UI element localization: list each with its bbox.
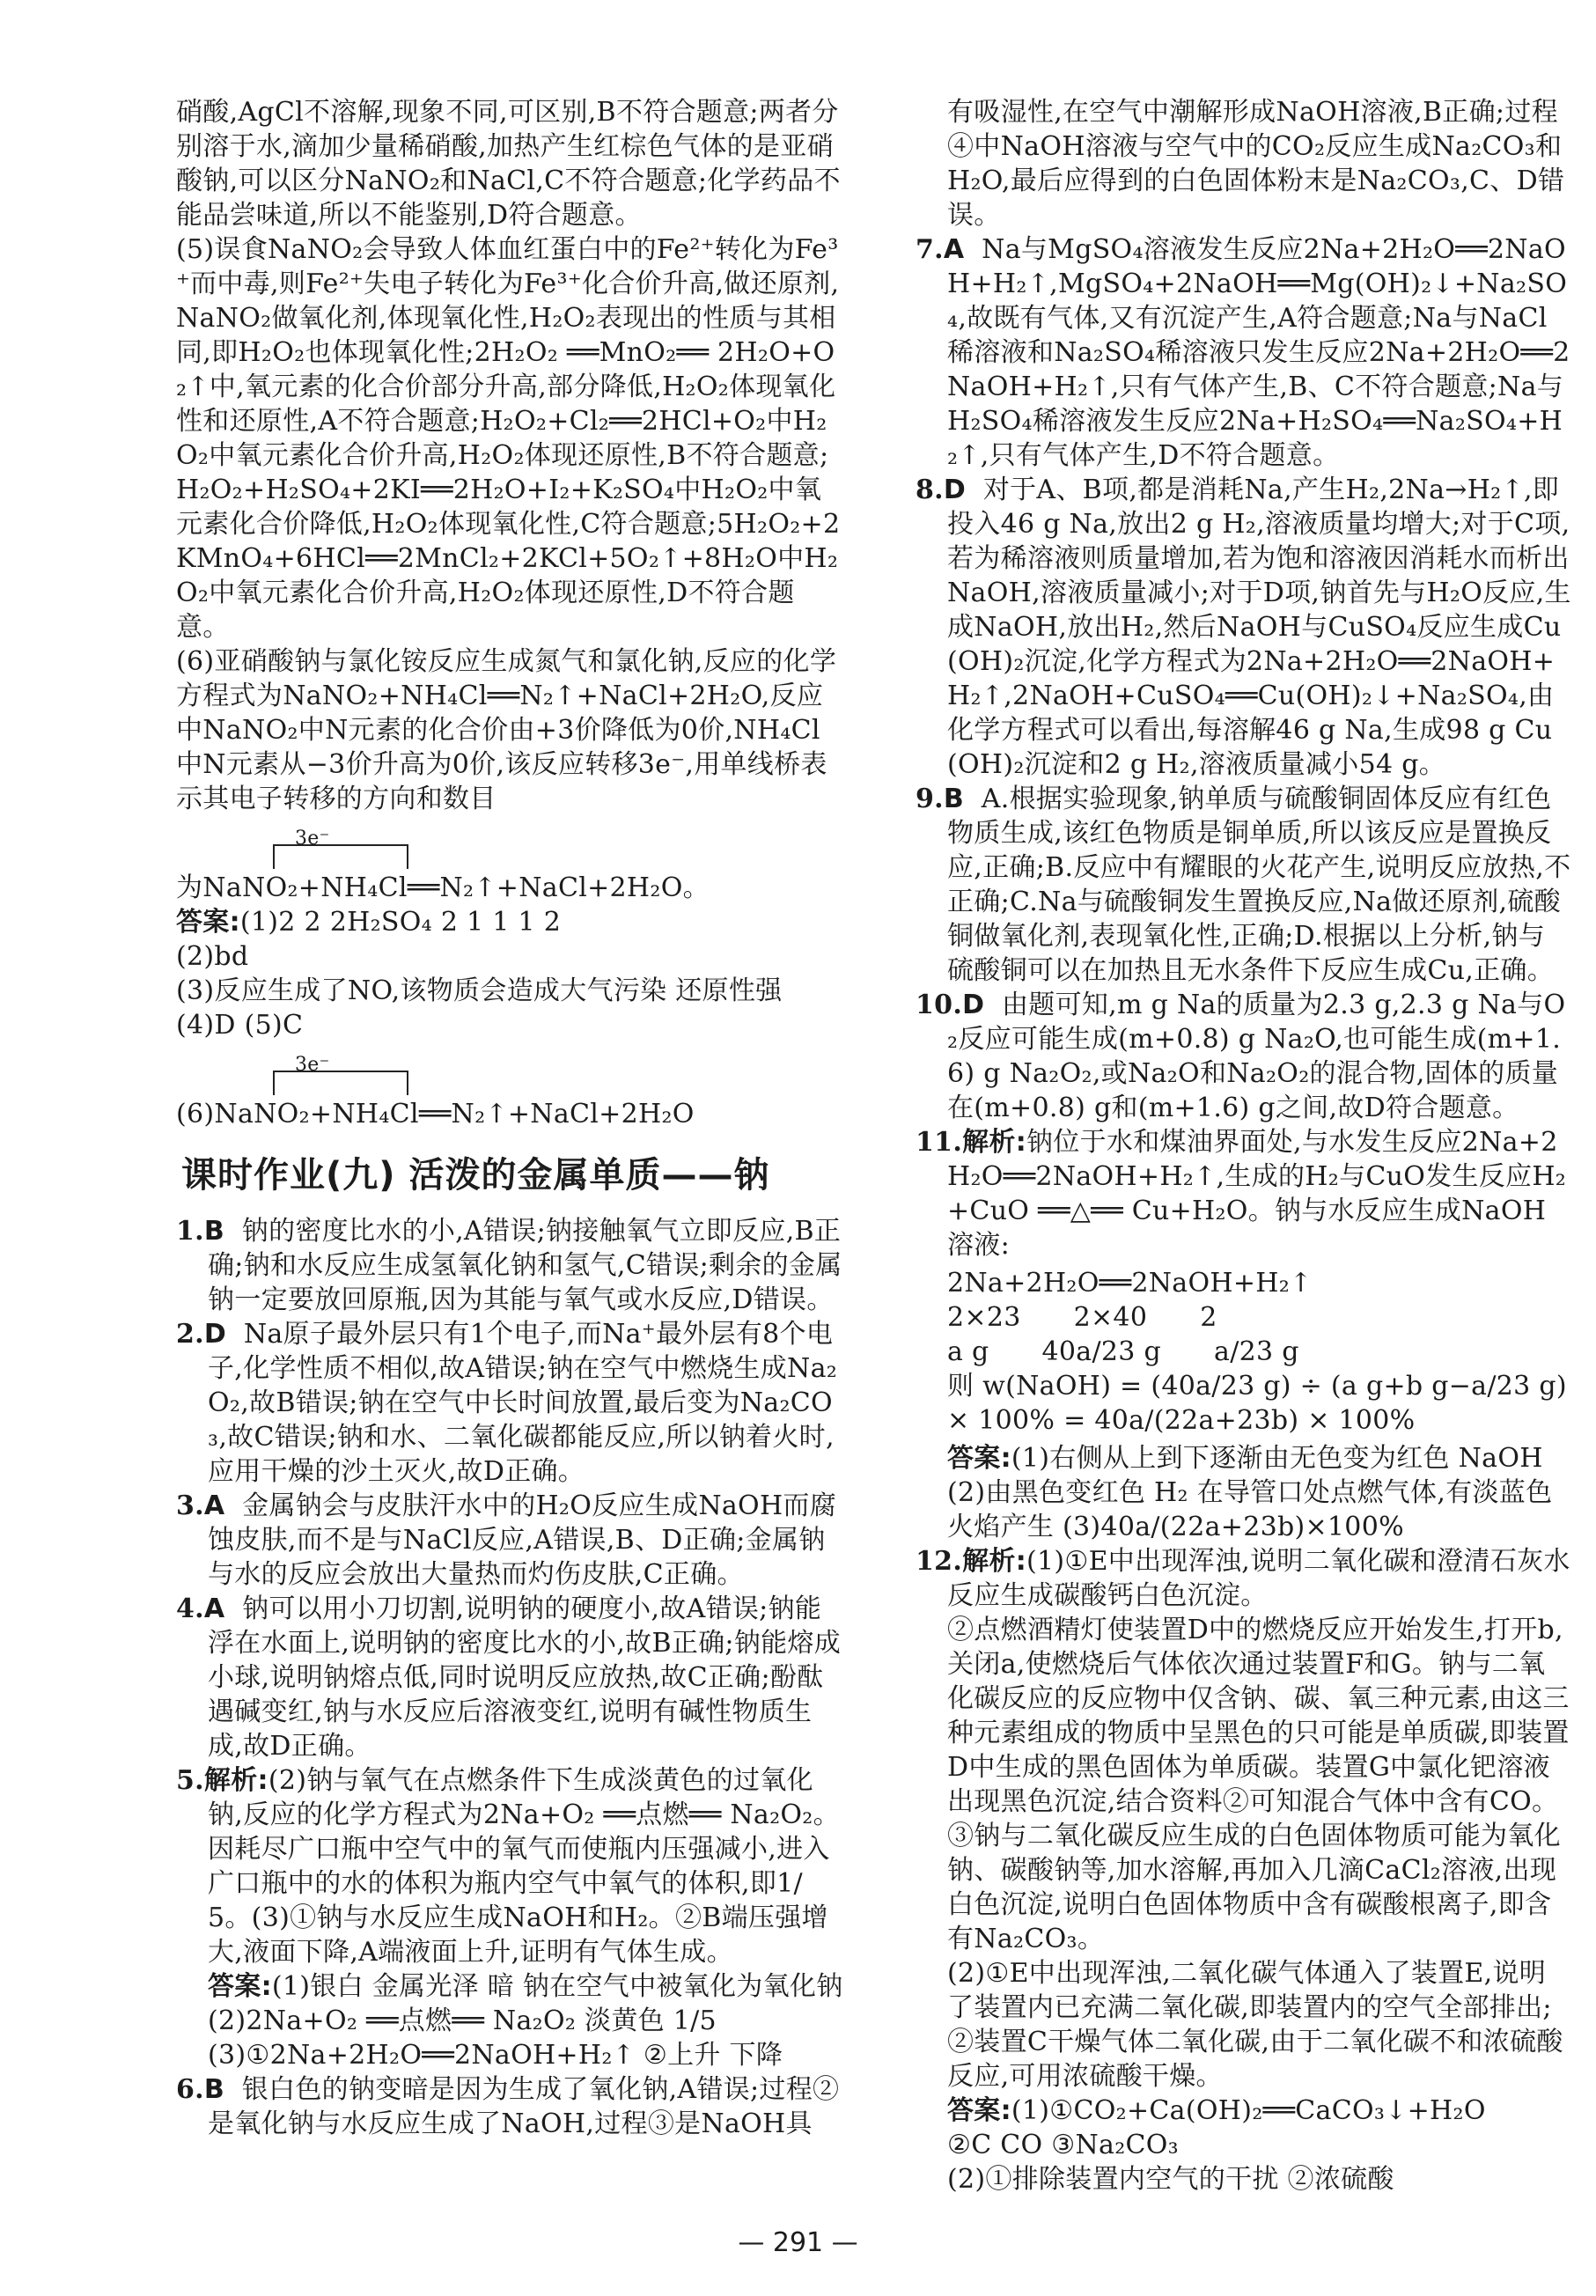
question-item-9 bbox=[916, 782, 1571, 988]
item6-continued: 有吸湿性,在空气中潮解形成NaOH溶液,B正确;过程④中NaOH溶液与空气中的CO₂反应生成Na₂CO₃和H₂O,最后应得到的白色固体粉末是Na₂CO₃,C、D错误。 bbox=[947, 97, 1565, 231]
answer-line-1: (1)2 2 2H₂SO₄ 2 1 1 1 2 bbox=[239, 907, 562, 938]
item-number: 2. bbox=[176, 1319, 204, 1350]
cell: 40a/23 g bbox=[1041, 1336, 1162, 1367]
item-answer: D bbox=[962, 990, 985, 1020]
electron-count-label: 3e⁻ bbox=[295, 828, 330, 850]
item-answer: B bbox=[203, 2074, 225, 2105]
stoichiometry-equation: 2Na+2H₂O══2NaOH+H₂↑ bbox=[947, 1268, 1313, 1299]
item-number: 9. bbox=[916, 784, 944, 814]
item12-paragraph-3: ③钠与二氧化碳反应生成的白色固体物质可能为氧化钠、碳酸钠等,加水溶解,再加入几滴CaCl₂溶液,出现白色沉淀,说明白色固体物质中含有碳酸根离子,即含有Na₂CO₃。 bbox=[947, 1821, 1561, 1954]
answer-line-3: (3)反应生成了NO,该物质会造成大气污染 还原性强 bbox=[176, 975, 783, 1006]
item-answer: D bbox=[203, 1319, 227, 1350]
item-answer: B bbox=[943, 784, 965, 814]
item-number: 8. bbox=[916, 475, 944, 505]
item-number: 4. bbox=[176, 1593, 204, 1624]
stoichiometry-row-2 bbox=[947, 1335, 1571, 1369]
item5-answer-2: (2)2Na+O₂ ══点燃══ Na₂O₂ 淡黄色 1/5 bbox=[208, 2005, 717, 2036]
item-text: 钠可以用小刀切割,说明钠的硬度小,故A错误;钠能浮在水面上,说明钠的密度比水的小,故B正确;钠能熔成小球,说明钠熔点低,同时说明反应放热,故C正确;酚酞遇碱变红,钠与水反应后溶液变红,说明有碱性物质生成,故D正确。 bbox=[208, 1593, 842, 1762]
question-item-8 bbox=[916, 473, 1571, 782]
item11-answer-1 bbox=[916, 1441, 1571, 1475]
item12-paragraph-2: ②点燃酒精灯使装置D中的燃烧反应开始发生,打开b,关闭a,使燃烧后气体依次通过装置F和G。钠与二氧化碳反应的反应物中仅含钠、碳、氧三种元素,由这三种元素组成的物质中呈黑色的只可能是单质碳,即装置D中生成的黑色固体为单质碳。装置G中氯化钯溶液出现黑色沉淀,结合资料②可知混合气体中含有CO。 bbox=[947, 1615, 1570, 1817]
analysis-label: 解析: bbox=[203, 1765, 268, 1796]
item-number: 7. bbox=[916, 234, 944, 265]
item-answer: A bbox=[203, 1593, 225, 1624]
intro-paragraph-6: (6)亚硝酸钠与氯化铵反应生成氮气和氯化钠,反应的化学方程式为NaNO₂+NH₄Cl══N₂↑+NaCl+2H₂O,反应中NaNO₂中N元素的化合价由+3价降低为0价,NH₄Cl中N元素从−3价升高为0价,该反应转移3e⁻,用单线桥表示其电子转移的方向和数目 bbox=[176, 646, 837, 814]
cell: 2×23 bbox=[947, 1302, 1021, 1333]
mass-fraction-formula: 则 w(NaOH) = (40a/23 g) ÷ (a g+b g−a/23 g) × 100% = 40a/(22a+23b) × 100% bbox=[947, 1371, 1567, 1436]
item-text: (1)①E中出现浑浊,说明二氧化碳和澄清石灰水反应生成碳酸钙白色沉淀。 bbox=[947, 1546, 1570, 1611]
item5-answer-3: (3)①2Na+2H₂O══2NaOH+H₂↑ ②上升 下降 bbox=[208, 2040, 783, 2071]
question-item-3 bbox=[176, 1489, 845, 1592]
item12-answer-1 bbox=[916, 2094, 1571, 2128]
item-number: 3. bbox=[176, 1490, 204, 1521]
cell: a g bbox=[947, 1336, 989, 1367]
stoichiometry-row-1 bbox=[947, 1300, 1571, 1335]
cell: 2×40 bbox=[1073, 1302, 1148, 1333]
item-text: Na与MgSO₄溶液发生反应2Na+2H₂O══2NaOH+H₂↑,MgSO₄+2NaOH══Mg(OH)₂↓+Na₂SO₄,故既有气体,又有沉淀产生,A符合题意;Na与NaCl稀溶液和Na₂SO₄稀溶液只发生反应2Na+2H₂O══2NaOH+H₂↑,只有气体产生,B、C不符合题意;Na与H₂SO₄稀溶液发生反应2Na+H₂SO₄══Na₂SO₄+H₂↑,只有气体产生,D不符合题意。 bbox=[947, 234, 1570, 471]
intro-paragraph-5: (5)误食NaNO₂会导致人体血红蛋白中的Fe²⁺转化为Fe³⁺而中毒,则Fe²⁺失电子转化为Fe³⁺化合价升高,做还原剂,NaNO₂做氧化剂,体现氧化性,H₂O₂表现出的性质与其相同,即H₂O₂也体现氧化性;2H₂O₂ ══MnO₂══ 2H₂O+O₂↑中,氧元素的化合价部分升高,部分降低,H₂O₂体现氧化性和还原性,A不符合题意;H₂O₂+Cl₂══2HCl+O₂中H₂O₂中氧元素化合价升高,H₂O₂体现还原性,B不符合题意;H₂O₂+H₂SO₄+2KI══2H₂O+I₂+K₂SO₄中H₂O₂中氧元素化合价降低,H₂O₂体现氧化性,C符合题意;5H₂O₂+2KMnO₄+6HCl══2MnCl₂+2KCl+5O₂↑+8H₂O中H₂O₂中氧元素化合价升高,H₂O₂体现还原性,D不符合题意。 bbox=[176, 234, 841, 643]
item-text: 由题可知,m g Na的质量为2.3 g,2.3 g Na与O₂反应可能生成(m+0.8) g Na₂O,也可能生成(m+1.6) g Na₂O₂,或Na₂O和Na₂O₂的混合物,固体的质量在(m+0.8) g和(m+1.6) g之间,故D符合题意。 bbox=[947, 990, 1566, 1123]
answer-label: 答案: bbox=[947, 2095, 1011, 2126]
answer-label: 答案: bbox=[947, 1443, 1011, 1474]
electron-transfer-bridge bbox=[176, 821, 845, 871]
answer-block bbox=[176, 905, 845, 939]
answer-label: 答案: bbox=[176, 907, 240, 938]
answer-line-2: (2)bd bbox=[176, 941, 249, 972]
item-number: 1. bbox=[176, 1216, 204, 1247]
item-text: 钠位于水和煤油界面处,与水发生反应2Na+2H₂O══2NaOH+H₂↑,生成的H₂与CuO发生反应H₂+CuO ══△══ Cu+H₂O。钠与水反应生成NaOH溶液: bbox=[947, 1127, 1567, 1261]
item-text: 对于A、B项,都是消耗Na,产生H₂,2Na→H₂↑,即投入46 g Na,放出2 g H₂,溶液质量均增大;对于C项,若为稀溶液则质量增加,若为饱和溶液因消耗水而析出NaOH,溶液质量减小;对于D项,钠首先与H₂O反应,生成NaOH,放出H₂,然后NaOH与CuSO₄反应生成Cu(OH)₂沉淀,化学方程式为2Na+2H₂O══2NaOH+H₂↑,2NaOH+CuSO₄══Cu(OH)₂↓+Na₂SO₄,由化学方程式可以看出,每溶解46 g Na,生成98 g Cu(OH)₂沉淀和2 g H₂,溶液质量减小54 g。 bbox=[947, 475, 1571, 780]
item5-answer-1 bbox=[176, 1969, 845, 2004]
question-item-1 bbox=[176, 1214, 845, 1317]
item-number: 11. bbox=[916, 1127, 963, 1158]
answer-text: (1)银白 金属光泽 暗 钠在空气中被氧化为氧化钠 bbox=[271, 1971, 843, 2002]
right-column bbox=[916, 95, 1571, 2197]
item11-answer-2: (2)由黑色变红色 H₂ 在导管口处点燃气体,有淡蓝色火焰产生 (3)40a/(22a+23b)×100% bbox=[947, 1477, 1553, 1542]
item-text: A.根据实验现象,钠单质与硫酸铜固体反应有红色物质生成,该红色物质是铜单质,所以该反应是置换反应,正确;B.反应中有耀眼的火花产生,说明反应放热,不正确;C.Na与硫酸铜发生置换反应,Na做还原剂,硫酸铜做氧化剂,表现氧化性,正确;D.根据以上分析,钠与硫酸铜可以在加热且无水条件下反应生成Cu,正确。 bbox=[947, 784, 1571, 986]
item-text: 金属钠会与皮肤汗水中的H₂O反应生成NaOH而腐蚀皮肤,而不是与NaCl反应,A错误,B、D正确;金属钠与水的反应会放出大量热而灼伤皮肤,C正确。 bbox=[208, 1490, 837, 1590]
item12-answer-2: ②C CO ③Na₂CO₃ bbox=[947, 2130, 1180, 2160]
item-number: 12. bbox=[916, 1546, 963, 1577]
item-answer: A bbox=[943, 234, 965, 265]
question-item-12 bbox=[916, 1544, 1571, 1613]
left-column bbox=[176, 95, 845, 2141]
item-answer: D bbox=[943, 475, 967, 505]
question-item-5 bbox=[176, 1763, 845, 1969]
question-item-4 bbox=[176, 1592, 845, 1763]
question-item-11 bbox=[916, 1125, 1571, 1262]
answer-label: 答案: bbox=[208, 1971, 272, 2002]
item12-answer-3: (2)①排除装置内空气的干扰 ②浓硫酸 bbox=[947, 2164, 1394, 2195]
item-answer: B bbox=[203, 1216, 225, 1247]
question-item-7 bbox=[916, 232, 1571, 473]
item-text: 银白色的钠变暗是因为生成了氧化钠,A错误;过程②是氧化钠与水反应生成了NaOH,过程③是NaOH具 bbox=[208, 2074, 840, 2139]
answer-text: (1)①CO₂+Ca(OH)₂══CaCO₃↓+H₂O bbox=[1011, 2095, 1486, 2126]
page-number: — 291 — bbox=[738, 2227, 858, 2258]
cell: a/23 g bbox=[1214, 1336, 1299, 1367]
item-number: 5. bbox=[176, 1765, 204, 1796]
question-item-2 bbox=[176, 1317, 845, 1489]
answer6-equation: (6)NaNO₂+NH₄Cl══N₂↑+NaCl+2H₂O bbox=[176, 1099, 695, 1130]
analysis-label: 解析: bbox=[962, 1546, 1026, 1577]
item-text: (2)钠与氧气在点燃条件下生成淡黄色的过氧化钠,反应的化学方程式为2Na+O₂ ══点燃══ Na₂O₂。因耗尽广口瓶中空气中的氧气而使瓶内压强减小,进入广口瓶中的水的体积为瓶内空气中氧气的体积,即1/5。(3)①钠与水反应生成NaOH和H₂。②B端压强增大,液面下降,A端液面上升,证明有气体生成。 bbox=[208, 1765, 840, 1968]
item-answer: A bbox=[203, 1490, 225, 1521]
analysis-label: 解析: bbox=[962, 1127, 1026, 1158]
answer-text: (1)右侧从上到下逐渐由无色变为红色 NaOH bbox=[1011, 1443, 1543, 1474]
answer6-electron-label: 3e⁻ bbox=[295, 1054, 330, 1076]
question-item-6 bbox=[176, 2072, 845, 2141]
single-bridge-arrow bbox=[273, 844, 408, 869]
question-item-10 bbox=[916, 988, 1571, 1125]
bridge-equation: 为NaNO₂+NH₄Cl══N₂↑+NaCl+2H₂O。 bbox=[176, 872, 710, 903]
cell: 2 bbox=[1200, 1302, 1217, 1333]
intro-paragraph-1: 硝酸,AgCl不溶解,现象不同,可区别,B不符合题意;两者分别溶于水,滴加少量稀硝酸,加热产生红棕色气体的是亚硝酸钠,可以区分NaNO₂和NaCl,C不符合题意;化学药品不能品尝味道,所以不能鉴别,D符合题意。 bbox=[176, 97, 841, 231]
answer6-bridge bbox=[176, 1048, 845, 1097]
item-number: 6. bbox=[176, 2074, 204, 2105]
item-text: Na原子最外层只有1个电子,而Na⁺最外层有8个电子,化学性质不相似,故A错误;钠在空气中燃烧生成Na₂O₂,故B错误;钠在空气中长时间放置,最后变为Na₂CO₃,故C错误;钠和水、二氧化碳都能反应,所以钠着火时,应用干燥的沙土灭火,故D正确。 bbox=[208, 1319, 838, 1487]
item-number: 10. bbox=[916, 990, 963, 1020]
stoichiometry-block bbox=[947, 1266, 1571, 1438]
item-text: 钠的密度比水的小,A错误;钠接触氧气立即反应,B正确;钠和水反应生成氢氧化钠和氢气,C错误;剩余的金属钠一定要放回原瓶,因为其能与氧气或水反应,D错误。 bbox=[208, 1216, 842, 1315]
section-title: 课时作业(九) 活泼的金属单质——钠 bbox=[181, 1155, 770, 1196]
answer6-bridge-arrow bbox=[273, 1071, 408, 1095]
answer-line-4: (4)D (5)C bbox=[176, 1010, 304, 1041]
item12-paragraph-4: (2)①E中出现浑浊,二氧化碳气体通入了装置E,说明了装置内已充满二氧化碳,即装置内的空气全部排出;②装置C干燥气体二氧化碳,由于二氧化碳不和浓硫酸反应,可用浓硫酸干燥。 bbox=[947, 1958, 1563, 2092]
